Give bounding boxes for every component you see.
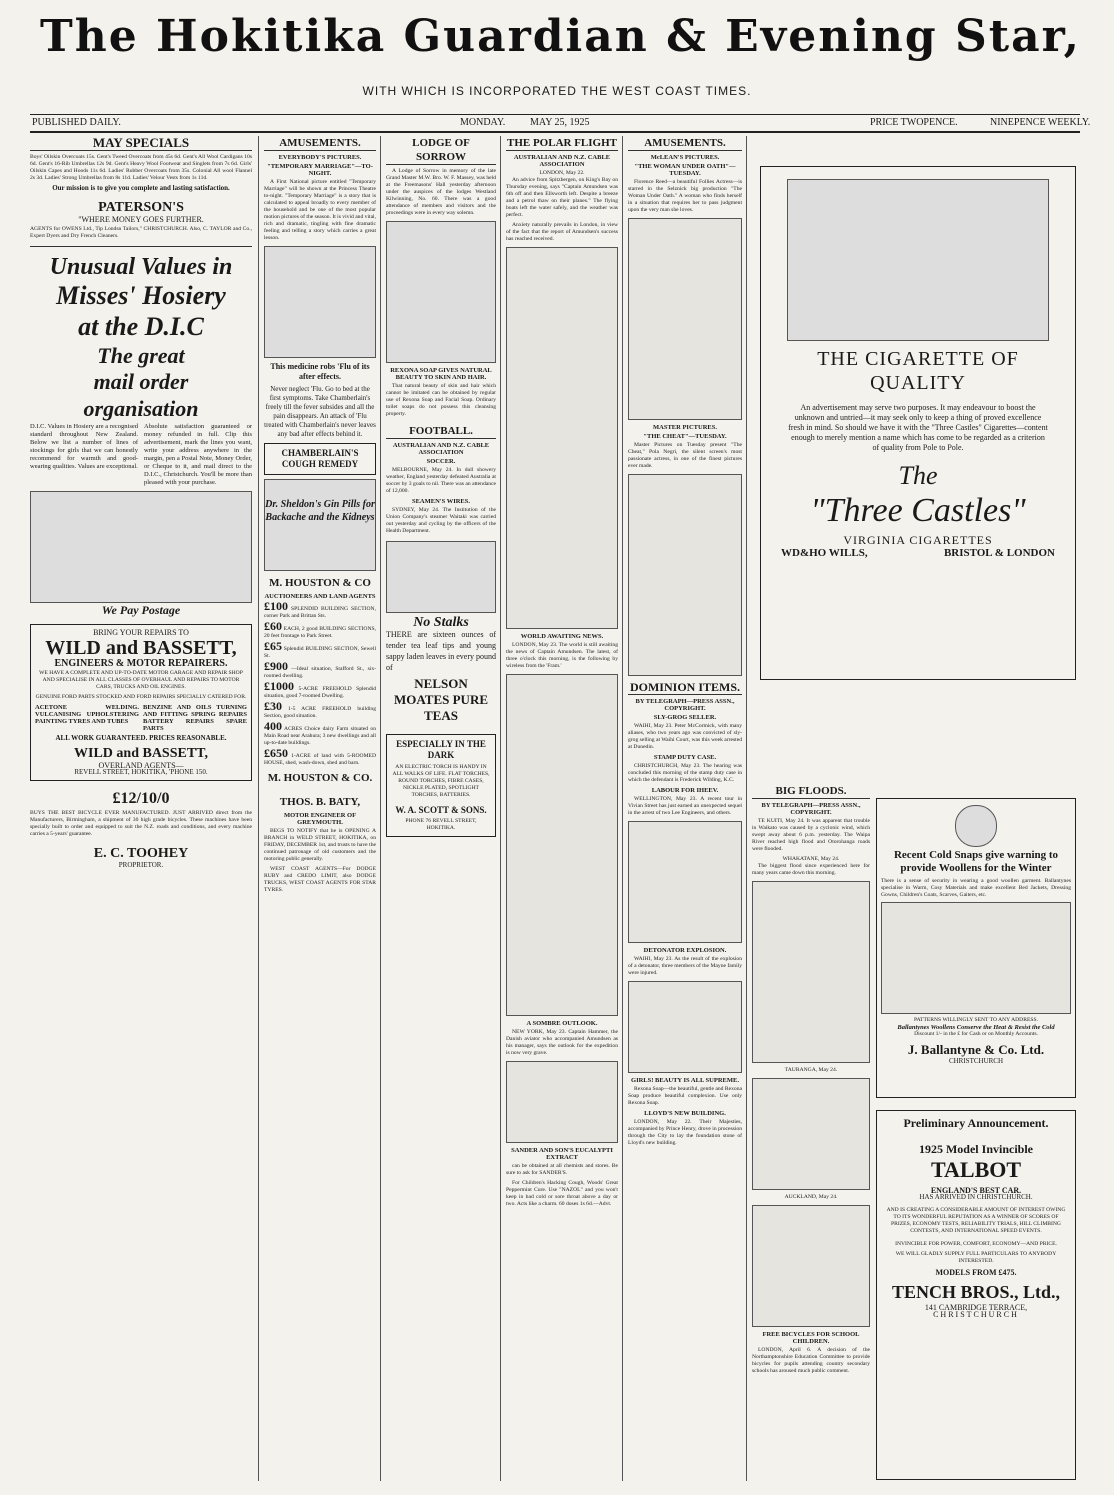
patersons-slogan: "WHERE MONEY GOES FURTHER. [78, 215, 204, 224]
model-line: 1925 Model Invincible [918, 1142, 1033, 1156]
prop-100-text: SPLENDID BUILDING SECTION, corner Park and Brittan Sts. [264, 606, 376, 619]
prop-65-price: £65 [264, 639, 282, 653]
houston-sign: M. HOUSTON & CO. [267, 772, 373, 784]
mailorder-line-2: mail order [93, 369, 189, 394]
whakatane-dateline: WHAKATANE, May 24. [782, 856, 840, 862]
wild-bring: BRING YOUR REPAIRS TO [93, 628, 189, 637]
may-specials-heading: MAY SPECIALS [30, 136, 252, 151]
cig-title: THE CIGARETTE OF QUALITY [817, 348, 1019, 394]
scott-name: W. A. SCOTT & SONS. [395, 805, 487, 815]
three-castles-ad [760, 166, 1076, 680]
seamens-heading: SEAMEN'S WIRES. [411, 498, 471, 505]
lodge-text-block [386, 221, 496, 363]
lodge-text: A Lodge of Sorrow in memory of the late Grand Master M.W. Bro. W. F. Massey, was held at the Freemasons' Hall yesterday afternoon under the auspices of the lodges Westland Kilwinning, No. 60. There was a good attendance of members and visitors and the proceedings were in every way solemn. [386, 168, 496, 216]
has-arrived: HAS ARRIVED IN CHRISTCHURCH. [919, 1193, 1033, 1201]
column-rule [380, 136, 381, 1481]
cig-text: An advertisement may serve two purposes. It may endeavour to boost the unknown and untried—it may seek only to keep a thing of proved excellence fresh in mind. So should we have it with the "Three Castles" Cigarettes—content enough to merely mention a name which has come to be regarded as a criterion of quality from Pole to Pole. [788, 403, 1048, 452]
world-text: LONDON, May 23. The world is still awaiting the news of Captain Amundsen. The latest, of three o'clock this morning, is the following by wireless from the 'Fram.' [506, 642, 618, 669]
wild-address: REVELL STREET, HOKITIKA, 'PHONE 150. [74, 768, 208, 776]
detonator-text: WAIHI, May 23. As the result of the explosion of a detonator, three members of the Mayne family were injured. [628, 956, 742, 976]
patersons-agents: AGENTS for OWENS Ltd., Tip Londsn Tailors," CHRISTCHURCH. Also, C. TAYLOR and Co., Expert Dyers and Dry French Cleaners. [30, 226, 252, 239]
right-ads [876, 784, 1076, 1481]
weekly-price: NINEPENCE WEEKLY. [990, 117, 1091, 128]
auckland-story-block [752, 1205, 870, 1327]
prop-900-price: £900 [264, 659, 288, 673]
ballantyne-city: CHRISTCHURCH [948, 1057, 1004, 1065]
sombre-heading: A SOMBRE OUTLOOK. [526, 1020, 598, 1027]
divider [30, 246, 252, 247]
prop-1000-price: £1000 [264, 679, 294, 693]
polar-heading: THE POLAR FLIGHT [506, 137, 618, 149]
chamberlain-headline: This medicine robs 'Flu of its after effects. [270, 362, 370, 381]
everybodys-heading: EVERYBODY'S PICTURES. [278, 154, 362, 161]
cough-remedy-bottle-image [264, 246, 376, 358]
prop-400-price: 400 [264, 719, 282, 733]
talbot-text: AND IS CREATING A CONSIDERABLE AMOUNT OF INTEREST OWING TO ITS WONDERFUL REPUTATION AS A WINNER OF SCORES OF PRIZES, ECONOMY TESTS, RELIABILITY TRIALS, HILL CLIMBING CONTESTS, AND INTERNATIONAL SPEED EVENTS. [886, 1207, 1066, 1234]
polar-sub: AUSTRALIAN AND N.Z. CABLE ASSOCIATION [513, 154, 611, 168]
houston-sub: AUCTIONEERS AND LAND AGENTS [264, 593, 376, 600]
floods-story-block [752, 881, 870, 1063]
woollens-conserve: Ballantynes Woollens Conserve the Heat & Resist the Cold [897, 1024, 1055, 1031]
sly-text: WAIHI, May 23. Peter McCormick, with many aliases, who two years ago was convicted of sly-grog selling at Waihi Court, was this week arrested at Dunedin. [628, 723, 742, 750]
we-pay-postage: We Pay Postage [101, 603, 181, 617]
rexona-text: That natural beauty of skin and hair which cannot be imitated can be obtained by regular use of Rexona Soap and Facial Soap. Ordinary toilet soaps do not possess this cleansing property. [386, 383, 496, 417]
football-text: MELBOURNE, May 24. In dull showery weather, England yesterday defeated Australia at soccer by 3 goals to nil. There was an attendance of 12,000. [386, 467, 496, 494]
column-5 [628, 136, 742, 1481]
lloyds-text: LONDON, May 22. Their Majesties, accompanied by Prince Henry, drove in procession through the City to lay the foundation stone of Lloyd's new building. [628, 1119, 742, 1146]
column-rule [258, 136, 259, 1481]
prop-650-text: 1-ACRE of land with 5-ROOMED HOUSE, shed, wash-down, shed and barn. [264, 753, 376, 766]
wild-genuine: GENUINE FORD PARTS STOCKED AND FORD REPAIRS SPECIALLY CATERED FOR. [35, 694, 247, 700]
torch-text: AN ELECTRIC TORCH IS HANDY IN ALL WALKS OF LIFE. FLAT TORCHES, ROUND TORCHES, FIBRE CASES, NICKLE PLATED, SPOTLIGHT TORCHES, BATTERIES. [392, 764, 490, 798]
wild-bassett-ad [30, 624, 252, 781]
mailorder-line-1: The great [97, 343, 185, 368]
issue-day: MONDAY. [460, 117, 506, 128]
dateline [30, 114, 1091, 133]
rexona-heading: REXONA SOAP GIVES NATURAL BEAUTY TO SKIN AND HAIR. [390, 367, 492, 381]
column-rule [622, 136, 623, 1481]
girls-text: Rexona Soap—the beautiful, gentle and Rexona Soap produce beautiful complexion. Use only Rexona Soap. [628, 1086, 742, 1106]
woollens-discount: Discount 1/- in the £ for Cash or on Monthly Accounts. [914, 1031, 1038, 1037]
three-castles-title: "Three Castles" [810, 492, 1026, 529]
baty-agent: WEST COAST AGENTS—For DODGE RUBY and CREDO LIMIT, also DODGE TRUCKS, WEST COAST AGENTS FOR STAR TYRES. [264, 866, 376, 893]
baty-text: BEGS TO NOTIFY that he is OPENING A BRANCH in WELD STREET, HOKITIKA, on FRIDAY, DECEMBER 1st, and trusts to have the continued patronage of old customers and the motoring public generally. [264, 828, 376, 862]
talbot-name: TALBOT [930, 1157, 1022, 1182]
auckland-dateline: AUCKLAND, May 24. [784, 1194, 838, 1200]
prop-400-text: ACRES Choice dairy Farm situated on Main Road near Arahura; 3 new dwellings and all up-to-date buildings. [264, 726, 376, 746]
lloyds-heading: LLOYD'S NEW BUILDING. [644, 1110, 726, 1117]
woollens-ad [876, 798, 1076, 1098]
stamp-text: CHRISTCHURCH, May 23. The hearing was concluded this morning of the stamp duty case in which the defendant is Frederick Wilding, K.C. [628, 763, 742, 783]
dic-intro: D.I.C. Values in Hosiery are a recognised standard throughout New Zealand. Below we list a number of lines of stockings for girls that we can honestly recommend for warmth and good-wearing qualities. Values are exceptional. [30, 423, 138, 470]
column-rule [746, 136, 747, 1481]
polar-story-block [506, 247, 618, 629]
woman-heading: "THE WOMAN UNDER OATH"—TUESDAY. [634, 163, 736, 177]
tauranga-story-block [752, 1078, 870, 1190]
woman-text: Florence Reed—a beautiful Follies Actress—is starred in the Selznick big production "The Woman Under Oath." A woman who finds herself in a situation that requires her to pass judgment upon the very man she loves. [628, 179, 742, 213]
tench-name: TENCH BROS., Ltd., [891, 1282, 1061, 1302]
cigarette-tin-image [787, 179, 1049, 341]
prop-30-price: £30 [264, 699, 282, 713]
soccer-heading: SOCCER. [426, 458, 456, 465]
mailorder-line-3: organisation [83, 396, 199, 421]
prop-900-text: —Ideal situation, Stafford St., six-roomed dwelling. [264, 666, 376, 679]
wild-services-left: ACETONE WELDING. VULCANISING UPHOLSTERING PAINTING TYRES AND TUBES [35, 704, 139, 725]
price: PRICE TWOPENCE. [870, 117, 958, 128]
column-rule [500, 136, 501, 1481]
amusements-heading: AMUSEMENTS. [264, 136, 376, 151]
wills-name: WD&HO WILLS, [781, 547, 868, 559]
especially-heading: ESPECIALLY IN THE DARK [396, 739, 486, 760]
polar-text-2: Anxiety naturally prevails in London, in view of the fact that the report of Amundsen's success has reached received. [506, 222, 618, 242]
torch-ad [386, 734, 496, 837]
wild-name-2: WILD and BASSETT, [74, 746, 208, 761]
masthead: The Hokitika Guardian & Evening Star, [40, 11, 1081, 62]
invincible-line: INVINCIBLE FOR POWER, COMFORT, ECONOMY—AND PRICE. [895, 1241, 1057, 1247]
models-from: MODELS FROM £475. [935, 1268, 1017, 1277]
polar-text: An advice from Spitzbergen, on King's Bay on Thursday evening, says "Captain Amundsen was 6th off and then Ellsworth left. Despite a breeze and a petrol thaw on their planes." The flying boats left the water safely, and the weather was perfect. [506, 177, 618, 218]
nazol-text: For Children's Hacking Cough, Woods' Great Peppermint Cure. Use "NAZOL" and you won't keep in bad cold or sore throat above a day or two. Acts like a charm. 60 doses 1s 6d.—Advt. [506, 1180, 618, 1207]
nostalks-text: THERE are sixteen ounces of tender tea leaf tips and young sappy laden leaves in every pound of [386, 630, 496, 672]
cycle-price: £12/10/0 [112, 790, 170, 807]
tench-city: CHRISTCHURCH [933, 1310, 1019, 1319]
baty-name: THOS. B. BATY, [279, 796, 361, 808]
wild-services-right: BENZINE AND OILS TURNING AND FITTING SPRING REPAIRS BATTERY REPAIRS SPARE PARTS [143, 704, 247, 732]
cheat-heading: "THE CHEAT"—TUESDAY. [643, 433, 727, 440]
wild-complete: WE HAVE A COMPLETE AND UP-TO-DATE MOTOR GARAGE AND REPAIR SHOP AND SPECIALISE IN ALL CLASSES OF OVERHAUL AND REPAIRS TO MOTOR CARS, TRUCKS AND OIL ENGINES. [39, 670, 243, 690]
girls-heading: GIRLS! BEAUTY IS ALL SUPREME. [631, 1077, 739, 1084]
cheat-text: Master Pictures on Tuesday present "The Cheat," Pola Negri, the silent screen's most passionate actress, in one of the finest pictures ever made. [628, 442, 742, 469]
labour-story-block [628, 821, 742, 943]
prop-60-text: EACH, 2 good BUILDING SECTIONS, 20 feet frontage to Park Street. [264, 626, 376, 639]
big-floods-heading: BIG FLOODS. [752, 784, 870, 799]
prop-650-price: £650 [264, 746, 288, 760]
column-6 [752, 136, 1082, 1481]
lodge-heading: LODGE OF SORROW [386, 136, 496, 165]
mcleans-heading: McLEAN'S PICTURES. [650, 154, 720, 161]
amusements-heading-2: AMUSEMENTS. [628, 136, 742, 151]
preliminary-heading: Preliminary Announcement. [903, 1116, 1049, 1130]
scott-sub: PHONE 76 REVELL STREET, HOKITIKA. [405, 818, 477, 831]
stamp-heading: STAMP DUTY CASE. [653, 754, 717, 761]
woollens-text: There is a sense of security in wearing a good woollen garment. Ballantynes specialise in Warm, Cosy Materials and make excellent Bed Jackets, Dressing Gowns, Children's Coats, Scarves, Gaiters, etc. [881, 878, 1071, 898]
polar-dateline: LONDON, May 22. [539, 170, 585, 176]
master-heading: MASTER PICTURES. [653, 424, 717, 431]
sombre-story-block [506, 1061, 618, 1143]
floods-text: TE KUITI, May 24. It was apparent that trouble in Waikato was caused by a cyclonic wind, which swept away about 6 p.m. yesterday. The Waipa River reached high flood and Otorohanga roads were flooded. [752, 818, 870, 852]
talbot-ad [876, 1110, 1076, 1480]
subhead: WITH WHICH IS INCORPORATED THE WEST COAST TIMES. [362, 84, 752, 98]
toohey-name: E. C. TOOHEY [93, 846, 189, 861]
wild-overland: OVERLAND AGENTS— [98, 761, 184, 770]
woollens-title: Recent Cold Snaps give warning to provide Woollens for the Winter [893, 849, 1059, 874]
mission-line: Our mission is to give you complete and lasting satisfaction. [52, 184, 230, 192]
detonator-story-block [628, 981, 742, 1073]
ballantyne-emblem [955, 805, 997, 847]
woollens-price-list [881, 902, 1071, 1014]
wild-guaranteed: ALL WORK GUARANTEED. PRICES REASONABLE. [55, 734, 227, 742]
sheldon-text: Dr. Sheldon's Gin Pills for Backache and the Kidneys [265, 499, 375, 523]
virginia-line: VIRGINIA CIGARETTES [843, 533, 993, 547]
hosiery-line-3: at the D.I.C [78, 312, 204, 341]
column-3 [386, 136, 496, 1481]
specials-list: Boys' Oilskin Overcoats 15s. Gent's Tweed Overcoats from 45s 6d. Gent's All Wool Cardigans 10s 6d. Gent's 16-Rib Umbrellas 12s 9d. Gent's Heavy Wool Footwear and Singlets from 7s 6d. Girls' Oilskin Capes and Hoods 11s 6d. Ladies' Rubber Overcoats from 35s. Colonial All wool Flannel 2s 3d. Ladies' Strong Umbrellas from 8s 11d. Ladies' Velour Vests from 1s 11d. [30, 154, 252, 181]
chamberlain-brand: CHAMBERLAIN'S COUGH REMEDY [264, 443, 376, 475]
prop-100-price: £100 [264, 599, 288, 613]
hosiery-price-list [30, 491, 252, 603]
ballantyne-name: J. Ballantyne & Co. Ltd. [907, 1042, 1045, 1057]
football-heading: FOOTBALL. [386, 424, 496, 439]
wild-engineers: ENGINEERS & MOTOR REPAIRERS. [54, 658, 228, 669]
hosiery-line-1: Unusual Values in [49, 254, 233, 280]
amusement-text: A First National picture entitled "Temporary Marriage" will be shown at the Princess Theatre to-night. "Temporary Marriage" is a story that is calculated to appeal broadly to every member of the household and be one of the most popular motion pictures of the season. It is vivid and vital, rich and dramatic, tingling with fine dramatic feeling and telling a story which carries a great lesson. [264, 179, 376, 241]
prop-1000-text: 5-ACRE FREEHOLD Splendid situation, good 7-roomed Dwelling. [264, 686, 376, 699]
world-story-block [506, 674, 618, 1016]
sombre-text: NEW YORK, May 23. Captain Hammer, the Danish aviator who accompanied Amundsen as his manager, says the outlook for the expedition is now very grave. [506, 1029, 618, 1056]
published-daily: PUBLISHED DAILY. [32, 117, 121, 128]
prop-65-text: Splendid BUILDING SECTION, Sewell St. [264, 646, 376, 659]
bicycles-heading: FREE BICYCLES FOR SCHOOL CHILDREN. [762, 1331, 860, 1345]
floods-sub: BY TELEGRAPH—PRESS ASSN., COPYRIGHT. [761, 802, 861, 816]
column-4 [506, 136, 618, 1481]
gladly-line: WE WILL GLADLY SUPPLY FULL PARTICULARS TO ANYBODY INTERESTED. [895, 1251, 1057, 1264]
column-2 [264, 136, 376, 1481]
cheat-story-block [628, 474, 742, 676]
wild-name: WILD and BASSETT, [45, 637, 237, 659]
chamberlain-text: Never neglect 'Flu. Go to bed at the first symptoms. Take Chamberlain's freely till the fever subsides and all the pain disappears. An attack of 'Flu treated with Chamberlain's never leaves any bad after effects behind it. [264, 385, 376, 438]
football-sub: AUSTRALIAN AND N.Z. CABLE ASSOCIATION [392, 442, 490, 456]
seamens-text: SYDNEY, May 24. The Institution of the Union Company's steamer Waitaki was carried out yesterday and cycling by the officers of the Health Department. [386, 507, 496, 534]
teacup-image [386, 541, 496, 613]
patersons-name: PATERSON'S [98, 200, 184, 215]
the-word: The [898, 461, 938, 490]
prop-60-price: £60 [264, 619, 282, 633]
dominion-sub: BY TELEGRAPH—PRESS ASSN., COPYRIGHT. [635, 698, 735, 712]
woollens-patterns: PATTERNS WILLINGLY SENT TO ANY ADDRESS. [914, 1017, 1038, 1023]
nelson-moates: NELSON MOATES PURE TEAS [393, 676, 488, 723]
englands-best: ENGLAND'S BEST CAR. [930, 1186, 1022, 1195]
sheldon-pills-ad [264, 479, 376, 571]
labour-text: WELLINGTON, May 23. A recent tour in Vivian Street has just earned an unexpected sequel in the arrest of two Lee Engineers, and others. [628, 796, 742, 816]
column-1 [30, 136, 252, 1481]
detonator-heading: DETONATOR EXPLOSION. [643, 947, 727, 954]
issue-date: MAY 25, 1925 [530, 117, 590, 128]
temporary-heading: "TEMPORARY MARRIAGE"—TO-NIGHT. [267, 163, 373, 177]
dic-guarantee: Absolute satisfaction guaranteed or money refunded in full. Clip this advertisement, mark the lines you want, write your address anywhere in the margin, pen a Postal Note, Money Order, or Cheque to it, and mail direct to the D.I.C., Christchurch. You'll be more than pleased with your purchase. [144, 423, 252, 486]
hosiery-line-2: Misses' Hosiery [56, 281, 226, 310]
sly-grog-heading: SLY-GROG SELLER. [653, 714, 717, 721]
tench-address: 141 CAMBRIDGE TERRACE, [924, 1303, 1028, 1312]
sander-text: can be obtained at all chemists and stores. Be sure to ask for SANDER'S. [506, 1163, 618, 1176]
labour-heading: LABOUR FOR IHEEV. [651, 787, 719, 794]
houston-name: M. HOUSTON & CO [269, 577, 371, 589]
prop-30-text: 1-5 ACRE FREEHOLD building Section, good situation. [264, 706, 376, 719]
bristol-london: BRISTOL & LONDON [943, 547, 1055, 559]
bicycles-text: LONDON, April 6. A decision of the Northamptonshire Education Committee to provide bicycles for pupils attending country secondary schools has aroused much public comment. [752, 1347, 870, 1374]
world-news-heading: WORLD AWAITING NEWS. [520, 633, 604, 640]
floods-column [752, 784, 870, 1481]
dominion-heading: DOMINION ITEMS. [629, 680, 740, 694]
sander-heading: SANDER AND SON'S EUCALYPTI EXTRACT [511, 1147, 613, 1161]
nostalks-heading: No Stalks [413, 615, 469, 630]
whakatane-text: The biggest flood since experienced here for many years came down this morning. [752, 863, 870, 876]
baty-sub: MOTOR ENGINEER OF GREYMOUTH. [283, 812, 357, 826]
woman-story-block [628, 218, 742, 420]
tauranga-dateline: TAURANGA, May 24. [784, 1067, 838, 1073]
toohey-role: PROPRIETOR. [118, 861, 164, 869]
cycle-text: BUYS THE BEST BICYCLE EVER MANUFACTURED. JUST ARRIVED direct from the Manufacturers, Birmingham, a shipment of 30 high grade bicycles. These machines have been specially built to order and equipped to suit the N.Z. roads and conditions, and every machine carries a 5-years' guarantee. [30, 810, 252, 837]
